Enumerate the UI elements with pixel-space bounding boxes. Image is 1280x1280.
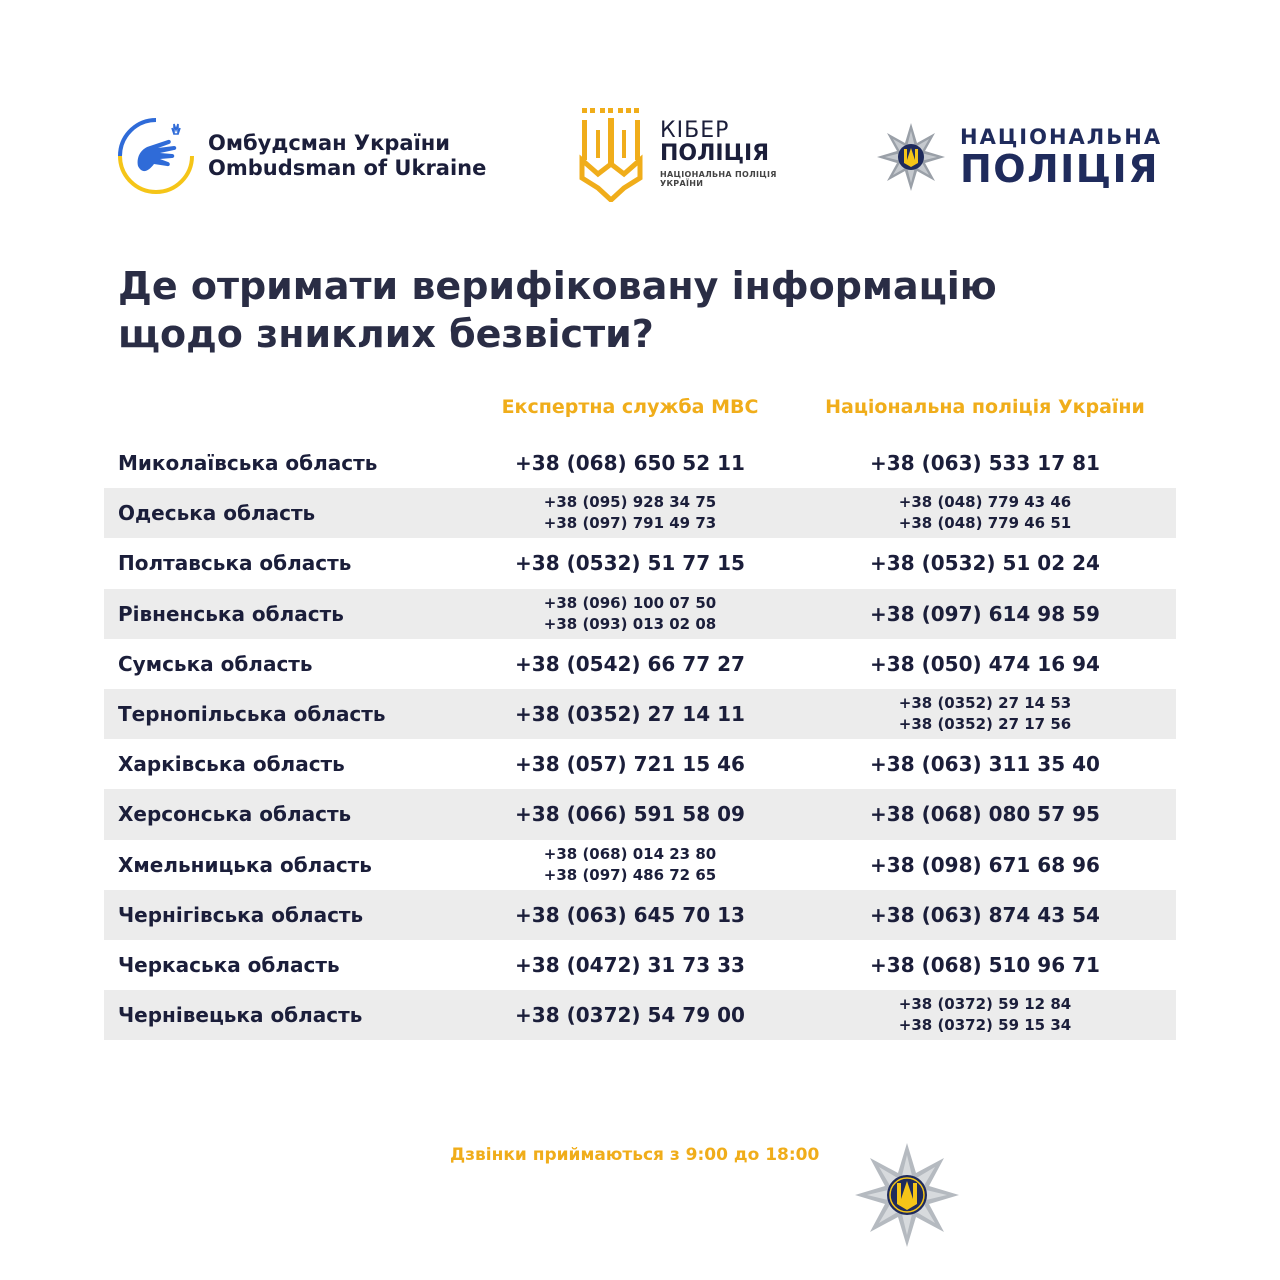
table-row xyxy=(104,990,1176,1040)
police-phone-cell xyxy=(800,693,1170,735)
mvs-phone-cell xyxy=(460,702,800,726)
region-name: Чернігівська область xyxy=(118,902,364,927)
region-name: Сумська область xyxy=(118,651,313,676)
region-name: Херсонська область xyxy=(118,802,352,827)
police-phone: +38 (048) 779 46 51 xyxy=(898,514,1072,533)
mvs-phone-cell xyxy=(460,593,800,635)
mvs-phone-cell xyxy=(460,551,800,575)
police-phone-cell xyxy=(800,551,1170,575)
police-phone: +38 (0372) 59 12 84 xyxy=(898,995,1072,1014)
police-phone-cell xyxy=(800,853,1170,877)
police-phone: +38 (098) 671 68 96 xyxy=(870,852,1100,877)
cyber-title-2: ПОЛІЦІЯ xyxy=(660,141,770,166)
mvs-phone: +38 (095) 928 34 75 xyxy=(543,493,717,512)
region-name: Одеська область xyxy=(118,501,316,526)
police-phone: +38 (068) 080 57 95 xyxy=(870,802,1100,827)
table-row xyxy=(104,840,1176,890)
mvs-phone-cell xyxy=(460,492,800,534)
mvs-phone: +38 (066) 591 58 09 xyxy=(515,802,745,827)
police-phone-cell xyxy=(800,903,1170,927)
region-name: Миколаївська область xyxy=(118,451,378,476)
table-row xyxy=(104,789,1176,839)
mvs-phone: +38 (057) 721 15 46 xyxy=(515,752,745,777)
table-row xyxy=(104,639,1176,689)
mvs-phone: +38 (097) 791 49 73 xyxy=(543,514,717,533)
police-phone: +38 (0372) 59 15 34 xyxy=(898,1016,1072,1035)
page-title xyxy=(118,262,1178,358)
logo-bar xyxy=(0,108,1280,208)
page-title-line-2: щодо зниклих безвісти? xyxy=(118,312,654,356)
police-phone: +38 (068) 510 96 71 xyxy=(870,952,1100,977)
mvs-phone: +38 (093) 013 02 08 xyxy=(543,614,717,633)
mvs-phone: +38 (0532) 51 77 15 xyxy=(515,551,745,576)
police-phone-cell xyxy=(800,492,1170,534)
mvs-phone-cell xyxy=(460,844,800,886)
region-name: Черкаська область xyxy=(118,952,340,977)
cyber-subtitle-2: УКРАЇНИ xyxy=(660,179,704,188)
mvs-phone-cell xyxy=(460,752,800,776)
mvs-phone-cell xyxy=(460,652,800,676)
police-phone: +38 (097) 614 98 59 xyxy=(870,601,1100,626)
cyber-title-1: КІБЕР xyxy=(660,118,730,143)
police-phone-cell xyxy=(800,994,1170,1036)
region-name: Хмельницька область xyxy=(118,852,372,877)
table-row xyxy=(104,940,1176,990)
mvs-phone: +38 (097) 486 72 65 xyxy=(543,865,717,884)
mvs-phone: +38 (0352) 27 14 11 xyxy=(515,702,745,727)
mvs-phone: +38 (096) 100 07 50 xyxy=(543,593,717,612)
trident-icon xyxy=(578,108,644,202)
police-star-icon xyxy=(876,122,946,192)
contacts-table xyxy=(104,438,1176,1040)
table-row xyxy=(104,438,1176,488)
table-row xyxy=(104,890,1176,940)
police-phone: +38 (0532) 51 02 24 xyxy=(870,551,1100,576)
table-row xyxy=(104,538,1176,588)
mvs-phone-cell xyxy=(460,903,800,927)
police-phone-cell xyxy=(800,602,1170,626)
police-phone: +38 (063) 874 43 54 xyxy=(870,902,1100,927)
np-title-2: ПОЛІЦІЯ xyxy=(960,147,1159,191)
region-name: Тернопільська область xyxy=(118,702,386,727)
mvs-phone-cell xyxy=(460,953,800,977)
ombudsman-name-en: Ombudsman of Ukraine xyxy=(208,156,487,180)
mvs-phone-cell xyxy=(460,451,800,475)
cyber-subtitle-1: НАЦІОНАЛЬНА ПОЛІЦІЯ xyxy=(660,170,777,179)
mvs-phone: +38 (068) 014 23 80 xyxy=(543,844,717,863)
table-row xyxy=(104,689,1176,739)
police-phone-cell xyxy=(800,652,1170,676)
table-row xyxy=(104,739,1176,789)
police-phone: +38 (063) 311 35 40 xyxy=(870,752,1100,777)
table-row xyxy=(104,589,1176,639)
region-name: Чернівецька область xyxy=(118,1003,363,1028)
police-phone-cell xyxy=(800,953,1170,977)
table-row xyxy=(104,488,1176,538)
region-name: Харківська область xyxy=(118,752,345,777)
cyber-police-logo xyxy=(578,108,777,202)
np-title-1: НАЦІОНАЛЬНА xyxy=(960,125,1163,149)
ombudsman-hand-icon xyxy=(116,116,196,196)
mvs-phone-cell xyxy=(460,802,800,826)
table-header xyxy=(0,396,1280,430)
page-title-line-1: Де отримати верифіковану інформацію xyxy=(118,264,997,308)
mvs-phone: +38 (063) 645 70 13 xyxy=(515,902,745,927)
mvs-phone: +38 (068) 650 52 11 xyxy=(515,451,745,476)
police-phone-cell xyxy=(800,752,1170,776)
mvs-phone: +38 (0372) 54 79 00 xyxy=(515,1003,745,1028)
mvs-phone-cell xyxy=(460,1003,800,1027)
police-phone-cell xyxy=(800,451,1170,475)
column-header-police: Національна поліція України xyxy=(825,396,1145,418)
police-phone: +38 (048) 779 43 46 xyxy=(898,493,1072,512)
police-phone: +38 (050) 474 16 94 xyxy=(870,651,1100,676)
mvs-phone: +38 (0542) 66 77 27 xyxy=(515,651,745,676)
region-name: Полтавська область xyxy=(118,551,352,576)
police-phone-cell xyxy=(800,802,1170,826)
police-phone: +38 (063) 533 17 81 xyxy=(870,451,1100,476)
hours-note: Дзвінки приймаються з 9:00 до 18:00 xyxy=(450,1145,820,1165)
region-name: Рівненська область xyxy=(118,601,344,626)
ombudsman-name-ua: Омбудсман України xyxy=(208,131,451,155)
column-header-mvs: Експертна служба МВС xyxy=(501,396,759,418)
police-star-icon xyxy=(852,1140,962,1250)
ombudsman-logo xyxy=(116,116,486,196)
mvs-phone: +38 (0472) 31 73 33 xyxy=(515,952,745,977)
police-phone: +38 (0352) 27 17 56 xyxy=(898,715,1072,734)
national-police-logo xyxy=(876,122,1162,192)
police-phone: +38 (0352) 27 14 53 xyxy=(898,694,1072,713)
